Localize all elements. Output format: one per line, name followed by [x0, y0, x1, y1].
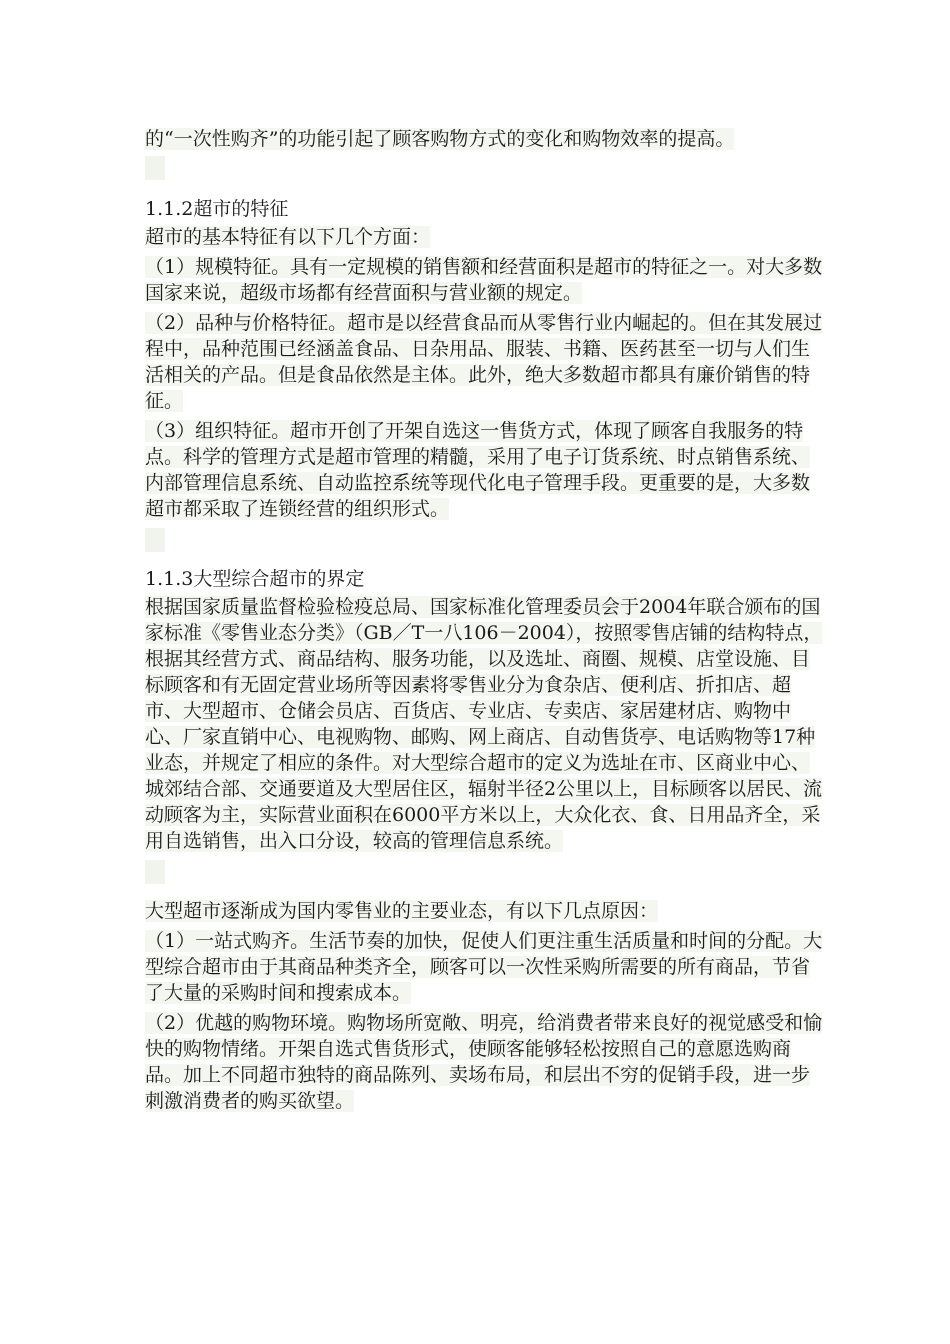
paragraph-definition — [145, 594, 825, 854]
paragraph-reason-1 — [145, 928, 825, 1006]
paragraph-intro — [145, 126, 825, 152]
paragraph-reasons-intro — [145, 898, 825, 924]
paragraph-feature-3 — [145, 418, 825, 522]
paragraph-reasons-intro-text: 大型超市逐渐成为国内零售业的主要业态，有以下几点原因： — [145, 900, 659, 922]
paragraph-feature-1-text: （1）规模特征。具有一定规模的销售额和经营面积是超市的特征之一。对大多数国家来说，超级市场都有经营面积与营业额的规定。 — [145, 256, 823, 304]
paragraph-reason-2-text: （2）优越的购物环境。购物场所宽敞、明亮，给消费者带来良好的视觉感受和愉快的购物情绪。开架自选式售货形式，使顾客能够轻松按照自己的意愿选购商品。加上不同超市独特的商品陈列、卖场布局，和层出不穷的促销手段，进一步刺激消费者的购买欲望。 — [145, 1012, 823, 1112]
paragraph-feature-2 — [145, 310, 825, 414]
paragraph-features-intro-text: 超市的基本特征有以下几个方面： — [145, 226, 431, 248]
section-heading-1-1-3-text: 1.1.3大型综合超市的界定 — [145, 568, 365, 590]
paragraph-reason-2 — [145, 1010, 825, 1114]
paragraph-feature-1 — [145, 254, 825, 306]
empty-line-marker — [145, 860, 165, 884]
section-heading-1-1-3 — [145, 566, 825, 592]
paragraph-definition-text: 根据国家质量监督检验检疫总局、国家标准化管理委员会于2004年联合颁布的国家标准《零售业态分类》（GB／T一八106－2004），按照零售店铺的结构特点，根据其经营方式、商品结构、服务功能，以及选址、商圈、规模、店堂设施、目标顾客和有无固定营业场所等因素将零售业分为食杂店、便利店、折扣店、超市、大型超市、仓储会员店、百货店、专业店、专卖店、家居建材店、购物中心、厂家直销中心、电视购物、邮购、网上商店、自动售货亭、电话购物等17种业态，并规定了相应的条件。对大型综合超市的定义为选址在市、区商业中心、城郊结合部、交通要道及大型居住区，辐射半径2公里以上，目标顾客以居民、流动顾客为主，实际营业面积在6000平方米以上，大众化衣、食、日用品齐全，采用自选销售，出入口分设，较高的管理信息系统。 — [145, 596, 823, 852]
section-heading-1-1-2 — [145, 196, 825, 222]
paragraph-feature-3-text: （3）组织特征。超市开创了开架自选这一售货方式，体现了顾客自我服务的特点。科学的管理方式是超市管理的精髓，采用了电子订货系统、时点销售系统、内部管理信息系统、自动监控系统等现代化电子管理手段。更重要的是，大多数超市都采取了连锁经营的组织形式。 — [145, 420, 811, 520]
empty-line-marker — [145, 528, 165, 552]
paragraph-reason-1-text: （1）一站式购齐。生活节奏的加快，促使人们更注重生活质量和时间的分配。大型综合超市由于其商品种类齐全，顾客可以一次性采购所需要的所有商品，节省了大量的采购时间和搜索成本。 — [145, 930, 823, 1004]
section-heading-1-1-2-text: 1.1.2超市的特征 — [145, 198, 289, 220]
document-body — [145, 126, 825, 1114]
paragraph-feature-2-text: （2）品种与价格特征。超市是以经营食品而从零售行业内崛起的。但在其发展过程中，品种范围已经涵盖食品、日杂用品、服装、书籍、医药甚至一切与人们生活相关的产品。但是食品依然是主体。此外，绝大多数超市都具有廉价销售的特征。 — [145, 312, 823, 412]
empty-line-marker — [145, 156, 165, 180]
paragraph-features-intro — [145, 224, 825, 250]
paragraph-intro-text: 的“一次性购齐”的功能引起了顾客购物方式的变化和购物效率的提高。 — [145, 128, 735, 150]
